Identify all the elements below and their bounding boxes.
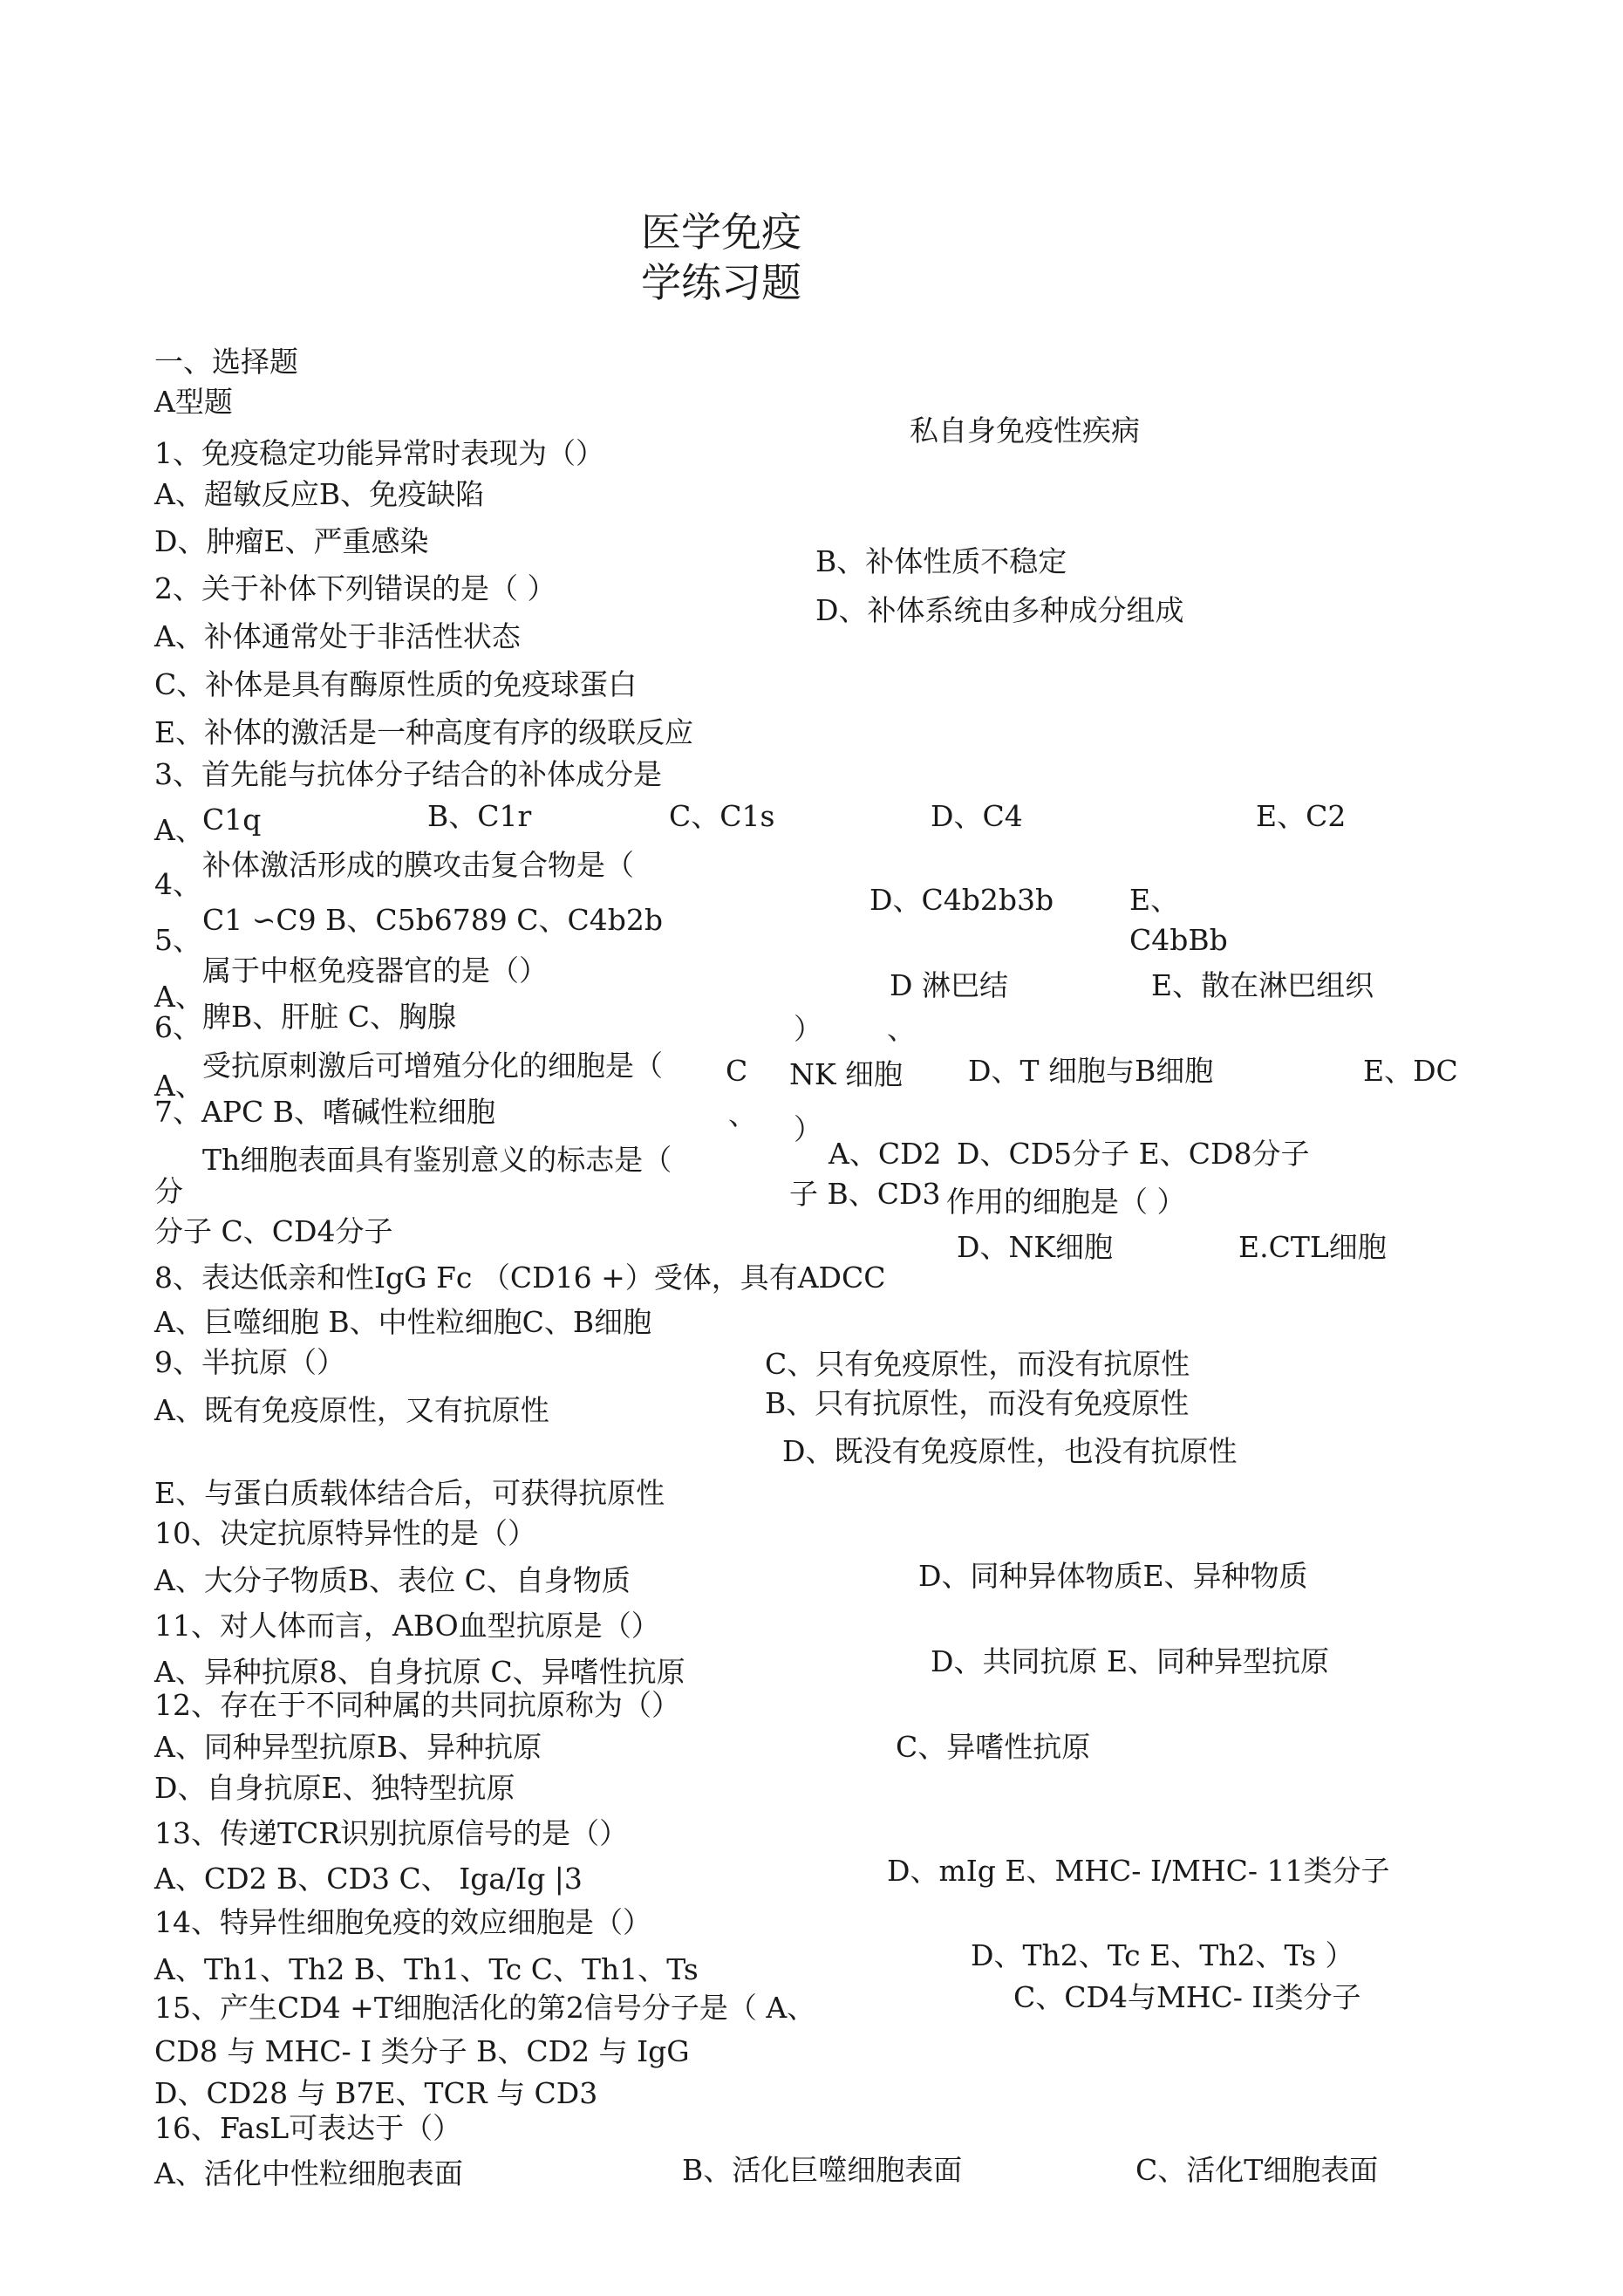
text-line: C、CD4与MHC- II类分子 — [1013, 1980, 1361, 2014]
text-fragment: 4、 — [154, 867, 201, 901]
option-text: D、C4b2b3b — [869, 883, 1054, 917]
question-12: 12、存在于不同种属的共同抗原称为（） — [154, 1688, 680, 1722]
text-line: A、超敏反应B、免疫缺陷 — [154, 477, 485, 511]
question-8-fragment: 作用的细胞是（ ） — [946, 1185, 1186, 1219]
option-text: B、C1r — [427, 799, 532, 833]
text-fragment: 分 — [154, 1174, 183, 1208]
option-text: E、与蛋白质载体结合后，可获得抗原性 — [154, 1476, 665, 1510]
text-fragment: 6、 — [154, 1010, 201, 1044]
text-line: A、巨噬细胞 B、中性粒细胞C、B细胞 — [154, 1305, 652, 1339]
option-text: C1 ∽C9 B、C5b6789 C、C4b2b — [202, 903, 663, 937]
text-line: D、同种异体物质E、异种物质 — [918, 1559, 1308, 1593]
option-text: E、C2 — [1256, 799, 1347, 833]
text-line: D、自身抗原E、独特型抗原 — [154, 1771, 515, 1805]
option-text: C、C1s — [669, 799, 775, 833]
question-3: 3、首先能与抗体分子结合的补体成分是 — [154, 757, 662, 791]
section-heading: 一、选择题 — [154, 345, 298, 379]
text-line: 私自身免疫性疾病 — [910, 413, 1140, 448]
question-7: 7、APC B、嗜碱性粒细胞 — [154, 1095, 496, 1129]
option-text: NK 细胞 — [789, 1057, 904, 1091]
question-8: 8、表达低亲和性IgG Fc （CD16 +）受体，具有ADCC — [154, 1261, 886, 1295]
text-line: D、补体系统由多种成分组成 — [815, 593, 1184, 623]
question-text: Th细胞表面具有鉴别意义的标志是（ — [202, 1143, 672, 1177]
question-6: 受抗原刺激后可增殖分化的细胞是（ — [202, 1049, 663, 1083]
option-text: E、 — [1129, 883, 1180, 917]
question-15: 15、产生CD4 +T细胞活化的第2信号分子是（ A、 — [154, 1991, 816, 2025]
text-line: D、共同抗原 E、同种异型抗原 — [931, 1644, 1330, 1678]
text-line: A、大分子物质B、表位 C、自身物质 — [154, 1563, 631, 1597]
text-line: D、肿瘤E、严重感染 — [154, 524, 429, 558]
option-text: B、只有抗原性，而没有免疫原性 — [765, 1386, 1190, 1420]
option-text: D、既没有免疫原性，也没有抗原性 — [782, 1434, 1238, 1468]
option-text: D、NK细胞 — [957, 1230, 1113, 1264]
text-fragment: 、 — [887, 1012, 916, 1046]
question-2: 2、关于补体下列错误的是（ ） — [154, 571, 556, 605]
option-text: D、CD5分子 E、CD8分子 — [957, 1137, 1310, 1171]
text-fragment: ） — [794, 1012, 822, 1046]
text-line: A、Th1、Th2 B、Th1、Tc C、Th1、Ts — [154, 1952, 699, 1986]
text-fragment: 、 — [728, 1097, 757, 1131]
text-line: C、活化T细胞表面 — [1135, 2153, 1379, 2187]
question-type: A型题 — [154, 385, 233, 419]
text-line: A、活化中性粒细胞表面 — [154, 2156, 463, 2190]
text-line: A、补体通常处于非活性状态 — [154, 619, 521, 653]
page-title-line-1: 医学免疫 — [641, 208, 801, 256]
option-text: D、C4 — [931, 799, 1023, 833]
option-text: D 淋巴结 — [890, 968, 1008, 1002]
question-16: 16、FasL可表达于（） — [154, 2111, 462, 2145]
question-5: 属于中枢免疫器官的是（） — [202, 953, 548, 987]
text-line: B、活化巨噬细胞表面 — [682, 2153, 963, 2187]
question-14: 14、特异性细胞免疫的效应细胞是（） — [154, 1905, 651, 1939]
question-11: 11、对人体而言，ABO血型抗原是（） — [154, 1609, 660, 1643]
option-text: 子 B、CD3 — [789, 1177, 941, 1211]
option-text: C、只有免疫原性，而没有抗原性 — [765, 1347, 1190, 1381]
text-fragment: A、 — [154, 980, 204, 1014]
text-line: E、补体的激活是一种高度有序的级联反应 — [154, 715, 694, 749]
option-text: E.CTL细胞 — [1238, 1230, 1387, 1264]
text-fragment: A、 — [154, 1069, 204, 1103]
option-text: E、散在淋巴组织 — [1151, 968, 1374, 1002]
text-line: C、异嗜性抗原 — [896, 1730, 1091, 1764]
text-line: A、CD2 B、CD3 C、 Iga/Ig |3 — [154, 1862, 583, 1896]
text-line: CD8 与 MHC- I 类分子 B、CD2 与 IgG — [154, 2034, 690, 2068]
text-line: D、mIg E、MHC- I/MHC- 11类分子 — [887, 1854, 1390, 1888]
text-line: C、补体是具有酶原性质的免疫球蛋白 — [154, 667, 638, 701]
option-text: 分子 C、CD4分子 — [154, 1214, 393, 1248]
text-fragment: A、 — [154, 813, 204, 847]
option-text: E、DC — [1363, 1054, 1458, 1088]
text-line: B、补体性质不稳定 — [815, 544, 1067, 578]
text-fragment: ） — [794, 1112, 822, 1146]
text-fragment: C — [726, 1054, 748, 1088]
option-text: A、CD2 — [829, 1137, 942, 1171]
page-title-line-2: 学练习题 — [641, 259, 801, 306]
option-text: A、既有免疫原性，又有抗原性 — [154, 1393, 549, 1427]
option-text: C1q — [202, 803, 262, 837]
question-1: 1、免疫稳定功能异常时表现为（） — [154, 436, 604, 470]
text-fragment: 5、 — [154, 923, 201, 957]
question-4: 补体激活形成的膜攻击复合物是（ — [202, 848, 634, 882]
option-text: 脾B、肝脏 C、胸腺 — [202, 1000, 456, 1034]
question-13: 13、传递TCR识别抗原信号的是（） — [154, 1816, 629, 1850]
text-line: A、同种异型抗原B、异种抗原 — [154, 1730, 542, 1764]
text-line: D、CD28 与 B7E、TCR 与 CD3 — [154, 2076, 598, 2110]
question-10: 10、决定抗原特异性的是（） — [154, 1516, 536, 1550]
option-text: D、T 细胞与B细胞 — [968, 1054, 1214, 1088]
text-line: D、Th2、Tc E、Th2、Ts ） — [971, 1938, 1354, 1972]
option-text: C4bBb — [1129, 923, 1228, 957]
question-9: 9、半抗原（） — [154, 1345, 345, 1379]
text-line: A、异种抗原8、自身抗原 C、异嗜性抗原 — [154, 1655, 685, 1689]
